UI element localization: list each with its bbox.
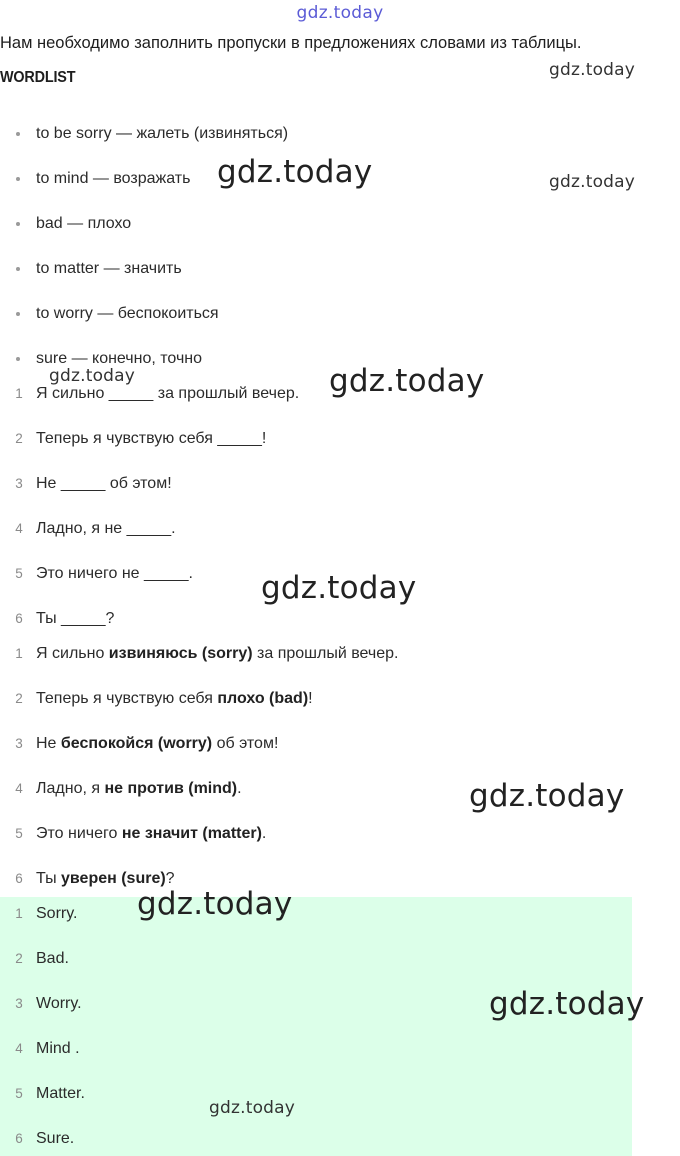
watermark: gdz.today bbox=[49, 366, 136, 386]
item-text: Bad. bbox=[36, 950, 69, 967]
item-text: Ладно, я не _____. bbox=[36, 520, 176, 537]
item-text: Не беспокойся (worry) об этом! bbox=[36, 735, 279, 752]
bullet-icon bbox=[16, 357, 20, 361]
item-text: Не _____ об этом! bbox=[36, 475, 172, 492]
item-number: 2 bbox=[15, 431, 23, 446]
bullet-icon bbox=[16, 267, 20, 271]
answer-word: плохо (bad) bbox=[217, 690, 309, 707]
item-text: Я сильно _____ за прошлый вечер. bbox=[36, 385, 300, 402]
item-text: Sure. bbox=[36, 1130, 75, 1147]
item-text: Теперь я чувствую себя плохо (bad)! bbox=[36, 690, 313, 707]
item-text: Теперь я чувствую себя _____! bbox=[36, 430, 267, 447]
bullet-icon bbox=[16, 312, 20, 316]
item-number: 3 bbox=[15, 996, 23, 1011]
wordlist-heading: WORDLIST bbox=[0, 69, 76, 86]
answer-word: уверен (sure) bbox=[61, 870, 166, 887]
page: gdz.today Нам необходимо заполнить пропуски в предложениях словами из таблицы. WORDLIST to be sorry — жалеть (извиняться) to mind — возражать bad — плохо to matter — значить to worry — беспокоиться sure — конечно, точно 1 Я сильно _____ за прошлый вечер. 2 Теперь я чувствую себя _____! 3 Не _____ об этом! 4 Ладно, я не _____. 5 Это ничего не _____. 6 Ты _____? 1 Я сильно извиняюсь (sorry) за прошлый вечер. 2 Теперь я чувствую себя плохо (bad)! 3 Не беспокойся (worry) об этом! 4 Ладно, я не против (mind). 5 Это ничего не значит (matter). 6 Ты уверен (sure)? 1 Sorry. 2 Bad. 3 Worry. 4 Mind . 5 Matter. 6 Sure. gdz.today gdz.today gdz.today gdz.today gdz.today gdz.today gdz.today gdz.today gdz.today gdz.today bbox=[0, 0, 680, 1156]
item-number: 4 bbox=[15, 521, 23, 536]
item-number: 4 bbox=[15, 781, 23, 796]
item-number: 5 bbox=[15, 1086, 23, 1101]
item-text: Mind . bbox=[36, 1040, 80, 1057]
item-text: Это ничего не _____. bbox=[36, 565, 193, 582]
item-number: 5 bbox=[15, 566, 23, 581]
task-intro: Нам необходимо заполнить пропуски в предложениях словами из таблицы. bbox=[0, 34, 582, 52]
item-number: 3 bbox=[15, 736, 23, 751]
item-text: Ты уверен (sure)? bbox=[36, 870, 175, 887]
watermark: gdz.today bbox=[217, 154, 373, 190]
item-number: 6 bbox=[15, 1131, 23, 1146]
answer-word: не значит (matter) bbox=[121, 825, 262, 842]
item-number: 2 bbox=[15, 691, 23, 706]
top-watermark: gdz.today bbox=[296, 3, 384, 23]
item-number: 6 bbox=[15, 871, 23, 886]
bullet-icon bbox=[16, 222, 20, 226]
item-number: 3 bbox=[15, 476, 23, 491]
item-number: 6 bbox=[15, 611, 23, 626]
answer-word: беспокойся (worry) bbox=[60, 735, 213, 752]
item-text: Worry. bbox=[36, 995, 82, 1012]
item-text: Это ничего не значит (matter). bbox=[36, 825, 267, 842]
item-number: 2 bbox=[15, 951, 23, 966]
answer-word: извиняюсь (sorry) bbox=[108, 645, 253, 662]
watermark: gdz.today bbox=[329, 363, 485, 399]
item-text: Matter. bbox=[36, 1085, 85, 1102]
item-text: Ладно, я не против (mind). bbox=[36, 780, 242, 797]
item-number: 1 bbox=[15, 646, 23, 661]
watermark: gdz.today bbox=[261, 570, 417, 606]
item-number: 1 bbox=[15, 386, 23, 401]
item-text: Ты _____? bbox=[36, 610, 115, 627]
watermark: gdz.today bbox=[137, 886, 293, 922]
item-number: 5 bbox=[15, 826, 23, 841]
watermark: gdz.today bbox=[469, 778, 625, 814]
item-number: 1 bbox=[15, 906, 23, 921]
bullet-icon bbox=[16, 132, 20, 136]
watermark: gdz.today bbox=[209, 1098, 296, 1118]
bullet-icon bbox=[16, 177, 20, 181]
watermark: gdz.today bbox=[489, 986, 645, 1022]
item-text: Я сильно извиняюсь (sorry) за прошлый вечер. bbox=[36, 645, 399, 662]
item-text: Sorry. bbox=[36, 905, 78, 922]
answers-highlight-block bbox=[0, 897, 632, 1156]
answer-word: не против (mind) bbox=[104, 780, 238, 797]
watermark: gdz.today bbox=[549, 60, 636, 80]
watermark: gdz.today bbox=[549, 172, 636, 192]
item-number: 4 bbox=[15, 1041, 23, 1056]
